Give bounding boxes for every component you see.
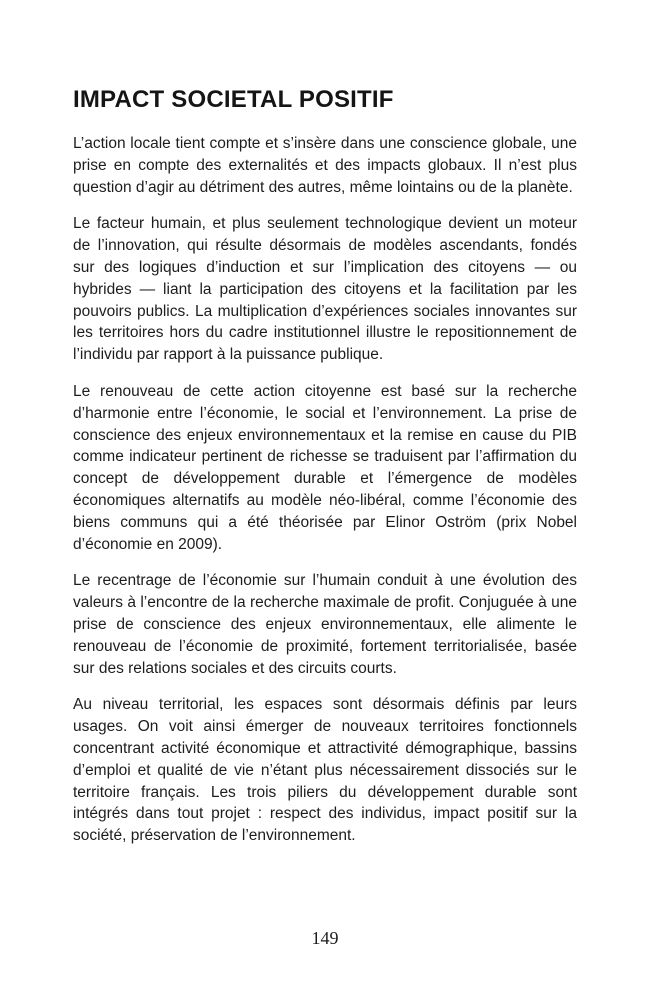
paragraph-1: L’action locale tient compte et s’insère dans une conscience globale, une prise en compte des externalités et des impacts globaux. Il n’est plus question d’agir au détriment des autres, même lointains ou de la planète. [73, 135, 577, 196]
page-footer [0, 928, 650, 949]
paragraph-5: Au niveau territorial, les espaces sont désormais définis par leurs usages. On voit ainsi émerger de nouveaux territoires fonctionnels concentrant activité économique et attractivité démographique, bassins d’emploi et qualité de vie n’étant plus nécessairement dissociés sur le territoire français. Les trois piliers du développement durable sont intégrés dans tout projet : respect des individus, impact positif sur la société, préservation de l’environnement. [73, 696, 577, 845]
paragraph-2: Le facteur humain, et plus seulement technologique devient un moteur de l’innovation, qui résulte désormais de modèles ascendants, fondés sur des logiques d’induction et sur l’implication des citoyens — ou hybrides — liant la participation des citoyens et la facilitation par les pouvoirs publics. La multiplication d’expériences sociales innovantes sur les territoires hors du cadre institutionnel illustre le repositionnement de l’individu par rapport à la puissance publique. [73, 215, 577, 364]
paragraph-4: Le recentrage de l’économie sur l’humain conduit à une évolution des valeurs à l’encontre de la recherche maximale de profit. Conjuguée à une prise de conscience des enjeux environnementaux, elle alimente le renouveau de l’économie de proximité, fortement territorialisée, basée sur des relations sociales et des circuits courts. [73, 572, 577, 677]
page-title: IMPACT SOCIETAL POSITIF [73, 86, 394, 113]
paragraph-3: Le renouveau de cette action citoyenne est basé sur la recherche d’harmonie entre l’économie, le social et l’environnement. La prise de conscience des enjeux environnementaux et la remise en cause du PIB comme indicateur pertinent de richesse se traduisent par l’affirmation du concept de développement durable et l’émergence de modèles économiques alternatifs au modèle néo-libéral, comme l’économie des biens communs qui a été théorisée par Elinor Oström (prix Nobel d’économie en 2009). [73, 382, 577, 553]
page-number: 149 [311, 928, 339, 948]
